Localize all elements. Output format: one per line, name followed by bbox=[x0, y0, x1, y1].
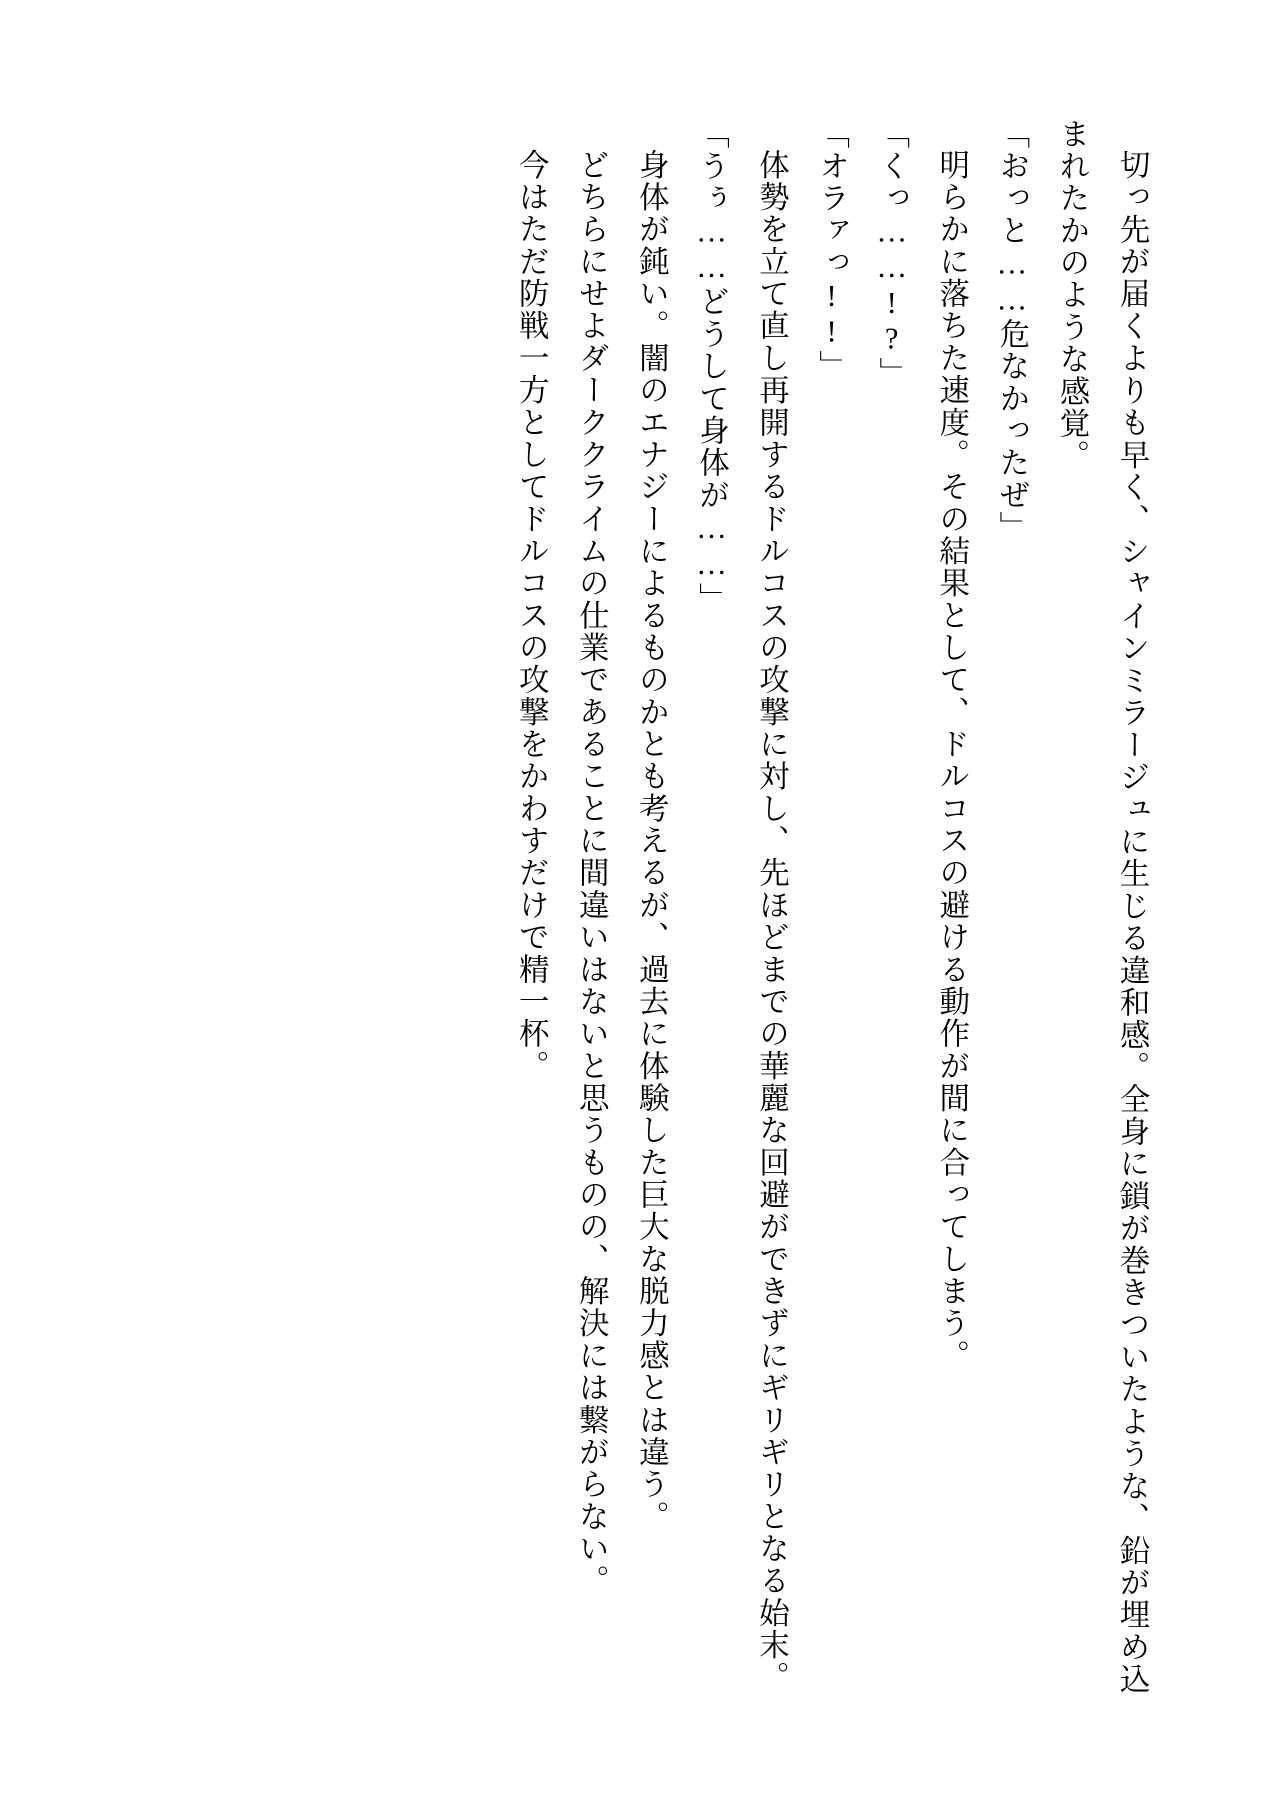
paragraph: 体勢を立て直し再開するドルコスの攻撃に対し、先ほどまでの華麗な回避ができずにギリギリとなる始末。 bbox=[754, 148, 789, 1694]
paragraph: 「おっと……危なかったぜ」 bbox=[994, 118, 1029, 544]
paragraph: 切っ先が届くよりも早く、シャインミラージュに生じる違和感。全身に鎖が巻きついたような、鉛が埋め込まれたかのような感覚。 bbox=[1054, 118, 1149, 1695]
paragraph: 今はただ防戦一方としてドルコスの攻撃をかわすだけで精一杯。 bbox=[514, 148, 549, 1082]
vertical-text-body bbox=[118, 118, 1162, 1695]
paragraph: 「オラァっ!!」 bbox=[814, 118, 849, 383]
paragraph: どちらにせよダーククライムの仕業であることに間違いはないと思うものの、解決には繋がらない。 bbox=[574, 148, 609, 1597]
paragraph: 身体が鈍い。闇のエナジーによるものかとも考えるが、過去に体験した巨大な脱力感とは違う。 bbox=[634, 148, 669, 1533]
paragraph: 「うぅ……どうして身体が……」 bbox=[694, 118, 729, 615]
paragraph: 明らかに落ちた速度。その結果として、ドルコスの避ける動作が間に合ってしまう。 bbox=[934, 148, 969, 1372]
paragraph: 「くっ……!?」 bbox=[874, 118, 909, 390]
